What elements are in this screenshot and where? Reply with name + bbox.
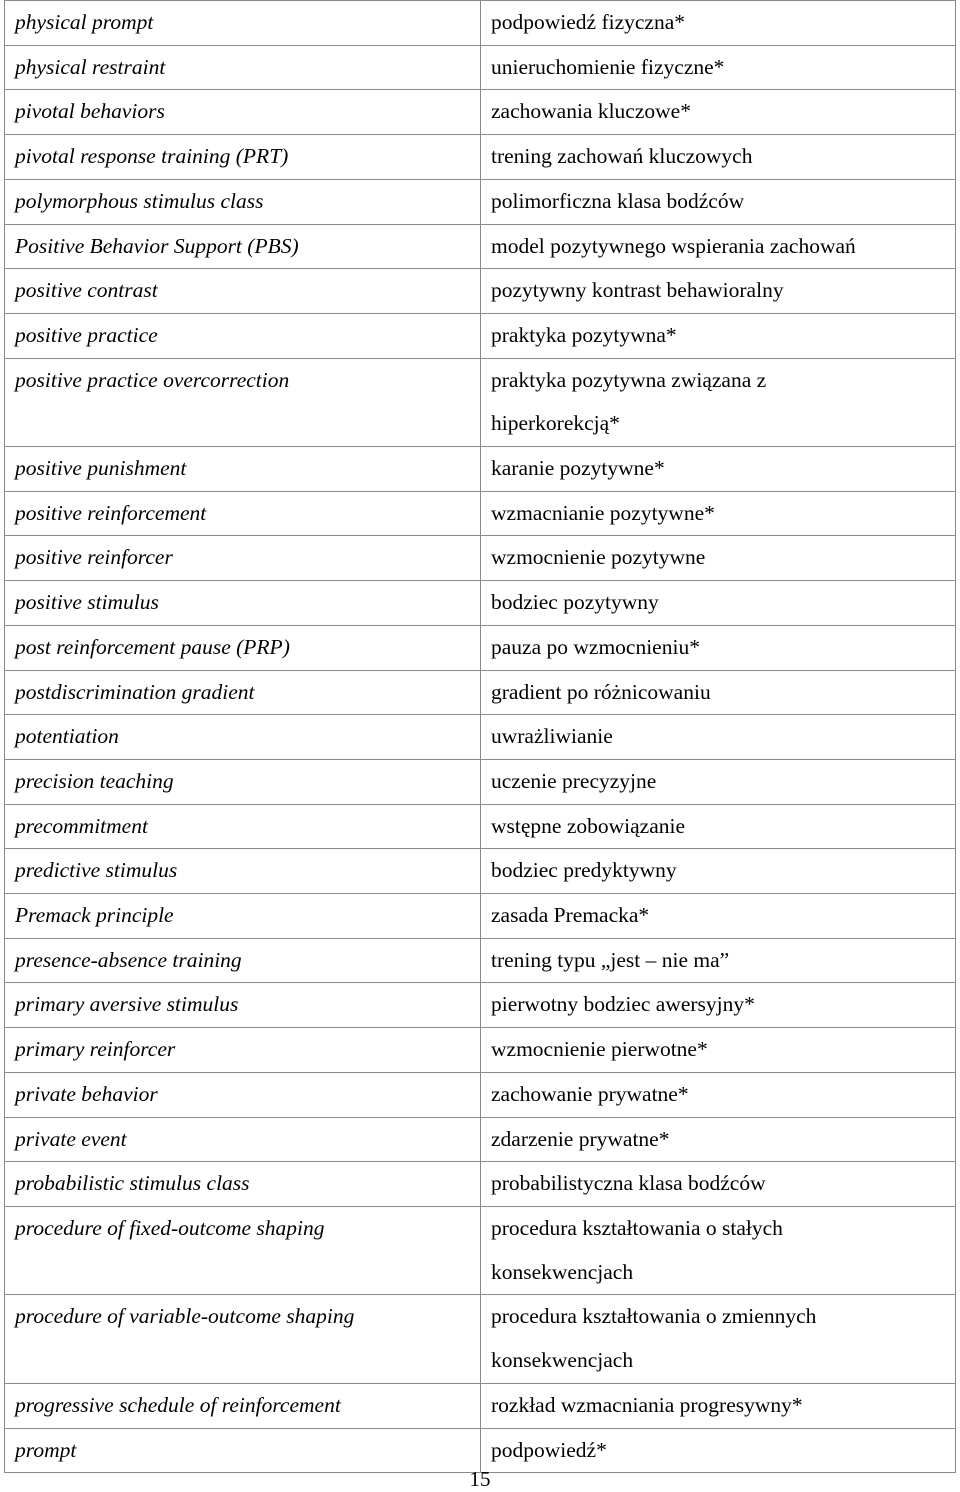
english-term: predictive stimulus <box>5 849 481 894</box>
english-term: post reinforcement pause (PRP) <box>5 625 481 670</box>
polish-term <box>481 90 956 135</box>
polish-term-line: polimorficzna klasa bodźców <box>491 188 745 213</box>
polish-term <box>481 536 956 581</box>
polish-term <box>481 1072 956 1117</box>
polish-term <box>481 581 956 626</box>
table-row <box>5 581 956 626</box>
table-row <box>5 224 956 269</box>
english-term: procedure of variable-outcome shaping <box>5 1295 481 1383</box>
polish-term-line: uczenie precyzyjne <box>491 768 657 793</box>
table-row <box>5 269 956 314</box>
polish-term-line: pauza po wzmocnieniu* <box>491 634 700 659</box>
polish-term-line: hiperkorekcją* <box>491 411 620 436</box>
table-row <box>5 1295 956 1383</box>
table-row <box>5 759 956 804</box>
polish-term <box>481 983 956 1028</box>
english-term: positive punishment <box>5 447 481 492</box>
polish-term-line: konsekwencjach <box>491 1259 634 1284</box>
english-term: postdiscrimination gradient <box>5 670 481 715</box>
page-number: 15 <box>469 1467 491 1491</box>
polish-term <box>481 849 956 894</box>
english-term: pivotal behaviors <box>5 90 481 135</box>
polish-term <box>481 1295 956 1383</box>
polish-term <box>481 938 956 983</box>
polish-term-line: praktyka pozytywna* <box>491 322 677 347</box>
polish-term-line: trening zachowań kluczowych <box>491 144 753 169</box>
english-term: positive stimulus <box>5 581 481 626</box>
polish-term-line: pozytywny kontrast behawioralny <box>491 278 784 303</box>
table-row <box>5 491 956 536</box>
polish-term-line: uwrażliwianie <box>491 724 613 749</box>
polish-term <box>481 491 956 536</box>
english-term: physical restraint <box>5 45 481 90</box>
table-row <box>5 804 956 849</box>
polish-term-line: konsekwencjach <box>491 1348 634 1373</box>
table-row <box>5 1162 956 1207</box>
english-term: polymorphous stimulus class <box>5 179 481 224</box>
table-row <box>5 1072 956 1117</box>
polish-term <box>481 1383 956 1428</box>
polish-term-line: trening typu „jest – nie ma” <box>491 947 730 972</box>
english-term: private event <box>5 1117 481 1162</box>
polish-term-line: zasada Premacka* <box>491 903 650 928</box>
english-term: positive contrast <box>5 269 481 314</box>
polish-term <box>481 224 956 269</box>
table-row <box>5 536 956 581</box>
table-row <box>5 447 956 492</box>
english-term: precommitment <box>5 804 481 849</box>
polish-term-line: wstępne zobowiązanie <box>491 813 686 838</box>
english-term: positive practice overcorrection <box>5 358 481 446</box>
table-row <box>5 670 956 715</box>
table-row <box>5 90 956 135</box>
polish-term-line: unieruchomienie fizyczne* <box>491 54 725 79</box>
table-row <box>5 135 956 180</box>
polish-term <box>481 358 956 446</box>
polish-term <box>481 179 956 224</box>
polish-term-line: podpowiedź fizyczna* <box>491 10 686 34</box>
polish-term <box>481 894 956 939</box>
polish-term-line: procedura kształtowania o stałych <box>491 1215 783 1240</box>
polish-term-line: procedura kształtowania o zmiennych <box>491 1304 817 1329</box>
english-term: precision teaching <box>5 759 481 804</box>
polish-term <box>481 447 956 492</box>
polish-term <box>481 1028 956 1073</box>
table-row <box>5 1 956 46</box>
table-row <box>5 179 956 224</box>
polish-term <box>481 1206 956 1294</box>
polish-term-line: podpowiedź* <box>491 1437 607 1462</box>
english-term: physical prompt <box>5 1 481 46</box>
table-row <box>5 715 956 760</box>
polish-term <box>481 135 956 180</box>
english-term: pivotal response training (PRT) <box>5 135 481 180</box>
table-row <box>5 1028 956 1073</box>
polish-term <box>481 1117 956 1162</box>
polish-term <box>481 804 956 849</box>
polish-term-line: rozkład wzmacniania progresywny* <box>491 1392 803 1417</box>
polish-term-line: pierwotny bodziec awersyjny* <box>491 992 755 1017</box>
english-term: positive reinforcement <box>5 491 481 536</box>
polish-term <box>481 313 956 358</box>
polish-term-line: wzmacnianie pozytywne* <box>491 500 715 525</box>
table-row <box>5 1383 956 1428</box>
english-term: primary reinforcer <box>5 1028 481 1073</box>
english-term: progressive schedule of reinforcement <box>5 1383 481 1428</box>
polish-term-line: wzmocnienie pierwotne* <box>491 1037 708 1062</box>
table-row <box>5 1117 956 1162</box>
polish-term <box>481 670 956 715</box>
english-term: private behavior <box>5 1072 481 1117</box>
polish-term <box>481 625 956 670</box>
english-term: Positive Behavior Support (PBS) <box>5 224 481 269</box>
table-row <box>5 983 956 1028</box>
polish-term-line: probabilistyczna klasa bodźców <box>491 1171 766 1196</box>
english-term: primary aversive stimulus <box>5 983 481 1028</box>
polish-term-line: bodziec predyktywny <box>491 858 677 883</box>
table-row <box>5 1206 956 1294</box>
table-row <box>5 894 956 939</box>
table-row <box>5 313 956 358</box>
english-term: positive practice <box>5 313 481 358</box>
polish-term-line: wzmocnienie pozytywne <box>491 545 706 570</box>
table-row <box>5 938 956 983</box>
table-row <box>5 358 956 446</box>
table-row <box>5 45 956 90</box>
polish-term <box>481 269 956 314</box>
polish-term <box>481 45 956 90</box>
glossary-body <box>5 1 956 1473</box>
polish-term <box>481 759 956 804</box>
polish-term-line: model pozytywnego wspierania zachowań <box>491 233 856 258</box>
english-term: potentiation <box>5 715 481 760</box>
english-term: Premack principle <box>5 894 481 939</box>
polish-term-line: zdarzenie prywatne* <box>491 1126 670 1151</box>
polish-term <box>481 715 956 760</box>
english-term: positive reinforcer <box>5 536 481 581</box>
polish-term <box>481 1162 956 1207</box>
english-term: prompt <box>5 1428 481 1473</box>
glossary-table <box>4 0 956 1473</box>
table-row <box>5 849 956 894</box>
polish-term-line: praktyka pozytywna związana z <box>491 367 767 392</box>
polish-term-line: gradient po różnicowaniu <box>491 679 711 704</box>
table-row <box>5 625 956 670</box>
polish-term-line: karanie pozytywne* <box>491 456 665 481</box>
polish-term <box>481 1 956 46</box>
english-term: presence-absence training <box>5 938 481 983</box>
english-term: probabilistic stimulus class <box>5 1162 481 1207</box>
english-term: procedure of fixed-outcome shaping <box>5 1206 481 1294</box>
polish-term-line: zachowanie prywatne* <box>491 1081 689 1106</box>
polish-term-line: bodziec pozytywny <box>491 590 659 615</box>
polish-term-line: zachowania kluczowe* <box>491 99 691 124</box>
